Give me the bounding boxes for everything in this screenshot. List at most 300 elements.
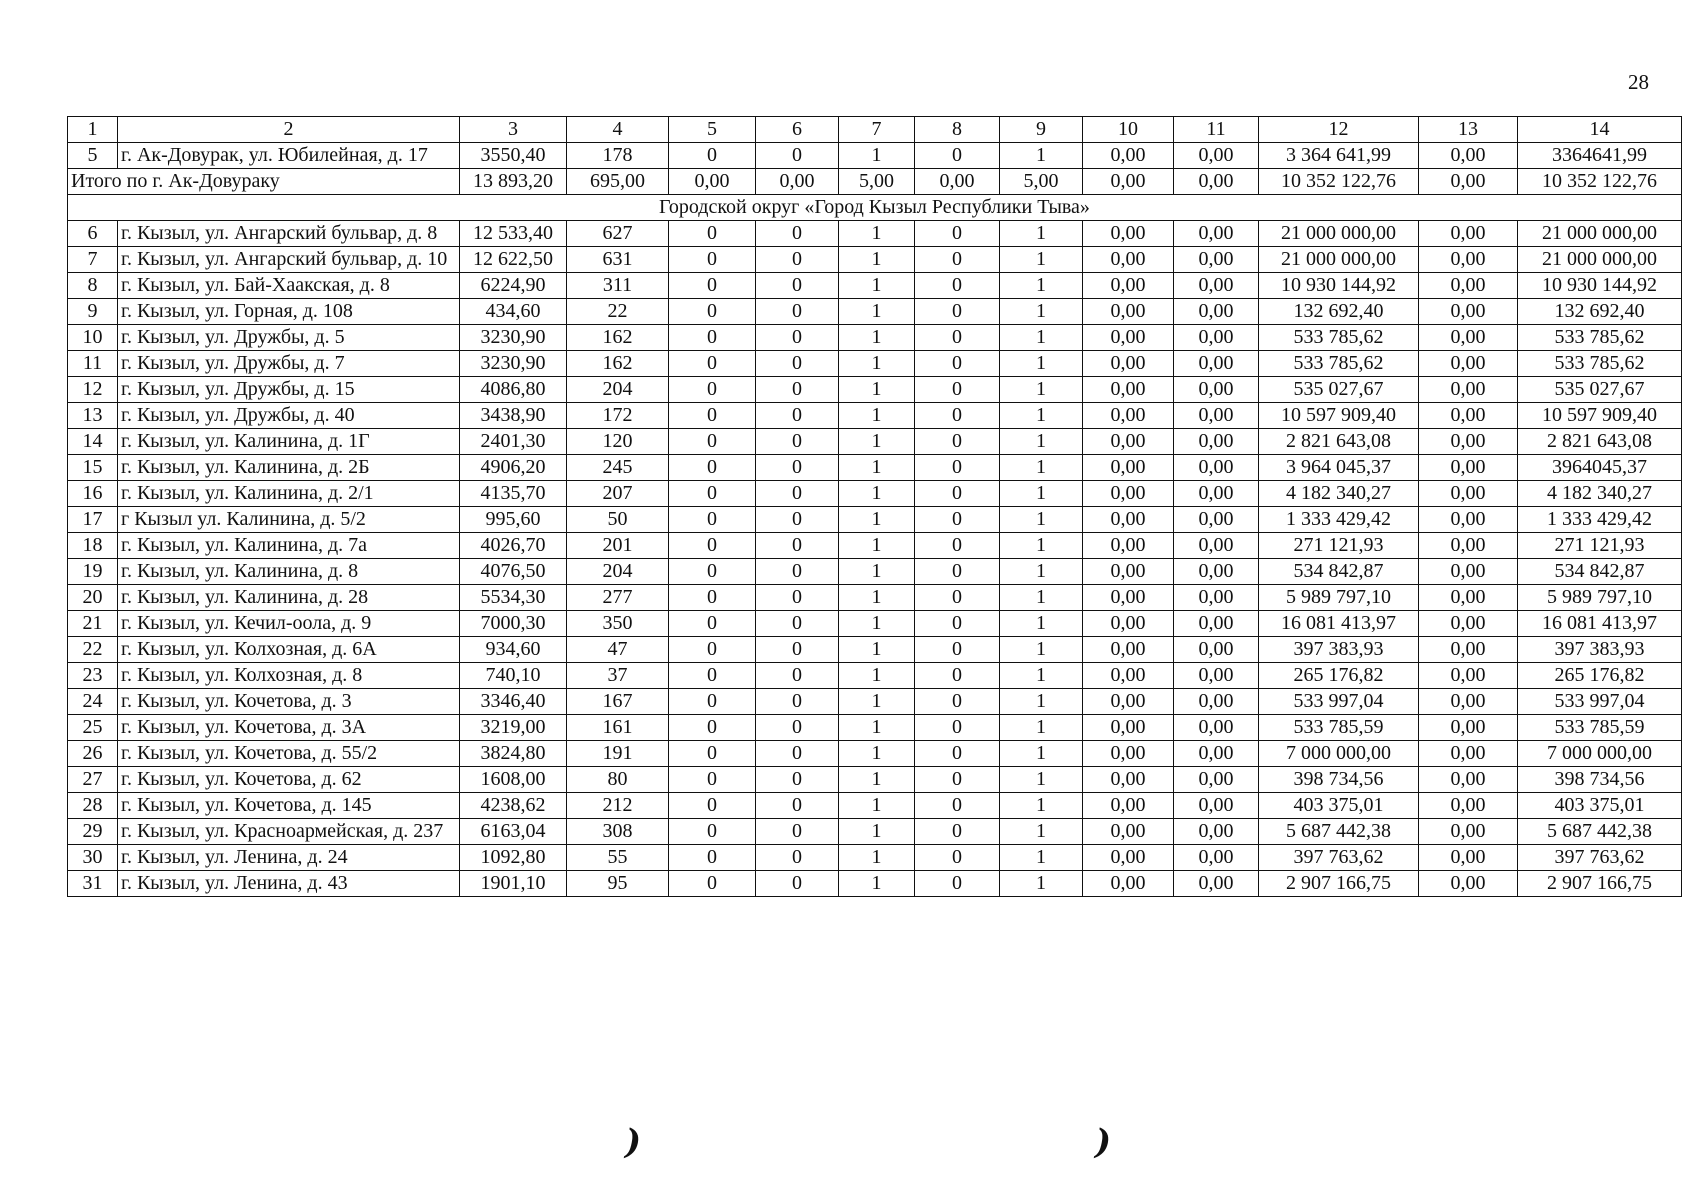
value-cell-c12: 132 692,40 [1259, 299, 1419, 325]
value-cell-c5: 0 [669, 663, 756, 689]
value-cell-c6: 0 [756, 871, 839, 897]
row-number: 8 [68, 273, 118, 299]
value-cell-c9: 1 [1000, 533, 1083, 559]
value-cell-c4: 201 [567, 533, 669, 559]
value-cell-c11: 0,00 [1174, 377, 1259, 403]
address-cell: г. Кызыл, ул. Горная, д. 108 [118, 299, 460, 325]
value-cell-c10: 0,00 [1083, 481, 1174, 507]
value-cell-c12: 533 785,62 [1259, 325, 1419, 351]
row-number: 13 [68, 403, 118, 429]
value-cell-c3: 3346,40 [460, 689, 567, 715]
value-cell-c12: 403 375,01 [1259, 793, 1419, 819]
value-cell-c5: 0 [669, 793, 756, 819]
value-cell-c10: 0,00 [1083, 403, 1174, 429]
address-cell: г. Кызыл, ул. Кочетова, д. 3 [118, 689, 460, 715]
value-cell-c5: 0 [669, 481, 756, 507]
table-row [68, 429, 1682, 455]
value-cell-c3: 740,10 [460, 663, 567, 689]
value-cell-c12: 10 597 909,40 [1259, 403, 1419, 429]
value-cell-c8: 0 [915, 143, 1000, 169]
value-cell-c3: 4238,62 [460, 793, 567, 819]
value-cell-c9: 1 [1000, 741, 1083, 767]
value-cell-c14: 265 176,82 [1518, 663, 1682, 689]
value-cell-c6: 0 [756, 715, 839, 741]
value-cell-c3: 4906,20 [460, 455, 567, 481]
value-cell-c12: 533 785,59 [1259, 715, 1419, 741]
column-number: 14 [1518, 117, 1682, 143]
row-number: 18 [68, 533, 118, 559]
value-cell-c6: 0 [756, 403, 839, 429]
value-cell-c9: 1 [1000, 793, 1083, 819]
column-number: 12 [1259, 117, 1419, 143]
table-row [68, 507, 1682, 533]
table-row [68, 637, 1682, 663]
column-number: 9 [1000, 117, 1083, 143]
value-cell-c6: 0 [756, 585, 839, 611]
value-cell-c5: 0 [669, 559, 756, 585]
address-cell: г. Кызыл, ул. Кочетова, д. 55/2 [118, 741, 460, 767]
value-cell-c10: 0,00 [1083, 351, 1174, 377]
value-cell-c7: 1 [839, 637, 915, 663]
value-cell-c7: 1 [839, 403, 915, 429]
value-cell-c4: 207 [567, 481, 669, 507]
value-cell-c11: 0,00 [1174, 715, 1259, 741]
value-cell-c9: 1 [1000, 299, 1083, 325]
value-cell-c6: 0 [756, 741, 839, 767]
value-cell-c6: 0 [756, 325, 839, 351]
total-value-c11: 0,00 [1174, 169, 1259, 195]
value-cell-c4: 167 [567, 689, 669, 715]
value-cell-c11: 0,00 [1174, 143, 1259, 169]
value-cell-c14: 4 182 340,27 [1518, 481, 1682, 507]
value-cell-c9: 1 [1000, 455, 1083, 481]
table-row [68, 533, 1682, 559]
value-cell-c8: 0 [915, 637, 1000, 663]
value-cell-c3: 934,60 [460, 637, 567, 663]
total-value-c7: 5,00 [839, 169, 915, 195]
value-cell-c13: 0,00 [1419, 533, 1518, 559]
table-row [68, 663, 1682, 689]
total-value-c10: 0,00 [1083, 169, 1174, 195]
value-cell-c14: 3964045,37 [1518, 455, 1682, 481]
value-cell-c3: 4076,50 [460, 559, 567, 585]
row-number: 15 [68, 455, 118, 481]
value-cell-c11: 0,00 [1174, 819, 1259, 845]
value-cell-c9: 1 [1000, 819, 1083, 845]
value-cell-c12: 5 989 797,10 [1259, 585, 1419, 611]
value-cell-c7: 1 [839, 715, 915, 741]
value-cell-c5: 0 [669, 429, 756, 455]
total-value-c6: 0,00 [756, 169, 839, 195]
value-cell-c10: 0,00 [1083, 429, 1174, 455]
value-cell-c8: 0 [915, 793, 1000, 819]
value-cell-c10: 0,00 [1083, 533, 1174, 559]
row-number: 5 [68, 143, 118, 169]
value-cell-c13: 0,00 [1419, 273, 1518, 299]
value-cell-c14: 403 375,01 [1518, 793, 1682, 819]
value-cell-c13: 0,00 [1419, 143, 1518, 169]
value-cell-c9: 1 [1000, 871, 1083, 897]
value-cell-c11: 0,00 [1174, 325, 1259, 351]
value-cell-c10: 0,00 [1083, 143, 1174, 169]
value-cell-c9: 1 [1000, 325, 1083, 351]
value-cell-c10: 0,00 [1083, 559, 1174, 585]
value-cell-c13: 0,00 [1419, 351, 1518, 377]
address-cell: г. Кызыл, ул. Кочетова, д. 62 [118, 767, 460, 793]
address-cell: г. Кызыл, ул. Кочетова, д. 145 [118, 793, 460, 819]
value-cell-c9: 1 [1000, 143, 1083, 169]
row-number: 9 [68, 299, 118, 325]
value-cell-c6: 0 [756, 845, 839, 871]
value-cell-c14: 10 930 144,92 [1518, 273, 1682, 299]
value-cell-c14: 2 907 166,75 [1518, 871, 1682, 897]
value-cell-c3: 4026,70 [460, 533, 567, 559]
value-cell-c7: 1 [839, 377, 915, 403]
value-cell-c10: 0,00 [1083, 715, 1174, 741]
value-cell-c9: 1 [1000, 377, 1083, 403]
row-number: 16 [68, 481, 118, 507]
value-cell-c12: 3 364 641,99 [1259, 143, 1419, 169]
value-cell-c12: 10 930 144,92 [1259, 273, 1419, 299]
value-cell-c7: 1 [839, 273, 915, 299]
value-cell-c14: 5 989 797,10 [1518, 585, 1682, 611]
value-cell-c13: 0,00 [1419, 247, 1518, 273]
value-cell-c5: 0 [669, 819, 756, 845]
value-cell-c8: 0 [915, 299, 1000, 325]
address-cell: г. Кызыл, ул. Калинина, д. 2Б [118, 455, 460, 481]
value-cell-c7: 1 [839, 455, 915, 481]
value-cell-c6: 0 [756, 559, 839, 585]
row-number: 28 [68, 793, 118, 819]
value-cell-c3: 5534,30 [460, 585, 567, 611]
value-cell-c4: 162 [567, 351, 669, 377]
value-cell-c11: 0,00 [1174, 455, 1259, 481]
row-number: 19 [68, 559, 118, 585]
table-row [68, 871, 1682, 897]
value-cell-c5: 0 [669, 611, 756, 637]
row-number: 20 [68, 585, 118, 611]
column-number: 8 [915, 117, 1000, 143]
value-cell-c7: 1 [839, 741, 915, 767]
value-cell-c14: 5 687 442,38 [1518, 819, 1682, 845]
value-cell-c6: 0 [756, 663, 839, 689]
table-row [68, 559, 1682, 585]
value-cell-c11: 0,00 [1174, 611, 1259, 637]
value-cell-c8: 0 [915, 351, 1000, 377]
row-number: 14 [68, 429, 118, 455]
total-value-c3: 13 893,20 [460, 169, 567, 195]
value-cell-c10: 0,00 [1083, 325, 1174, 351]
value-cell-c11: 0,00 [1174, 741, 1259, 767]
value-cell-c8: 0 [915, 325, 1000, 351]
value-cell-c9: 1 [1000, 585, 1083, 611]
value-cell-c6: 0 [756, 273, 839, 299]
value-cell-c13: 0,00 [1419, 299, 1518, 325]
value-cell-c6: 0 [756, 507, 839, 533]
value-cell-c5: 0 [669, 377, 756, 403]
value-cell-c9: 1 [1000, 845, 1083, 871]
value-cell-c5: 0 [669, 247, 756, 273]
value-cell-c12: 7 000 000,00 [1259, 741, 1419, 767]
total-row [68, 169, 1682, 195]
value-cell-c4: 204 [567, 377, 669, 403]
value-cell-c14: 533 785,62 [1518, 351, 1682, 377]
value-cell-c10: 0,00 [1083, 767, 1174, 793]
table-row [68, 741, 1682, 767]
value-cell-c13: 0,00 [1419, 559, 1518, 585]
value-cell-c6: 0 [756, 351, 839, 377]
value-cell-c3: 3550,40 [460, 143, 567, 169]
value-cell-c3: 3824,80 [460, 741, 567, 767]
table-row [68, 481, 1682, 507]
value-cell-c5: 0 [669, 221, 756, 247]
value-cell-c14: 7 000 000,00 [1518, 741, 1682, 767]
value-cell-c3: 3230,90 [460, 351, 567, 377]
address-cell: г. Кызыл, ул. Калинина, д. 2/1 [118, 481, 460, 507]
value-cell-c12: 16 081 413,97 [1259, 611, 1419, 637]
value-cell-c14: 2 821 643,08 [1518, 429, 1682, 455]
total-value-c4: 695,00 [567, 169, 669, 195]
value-cell-c11: 0,00 [1174, 689, 1259, 715]
value-cell-c10: 0,00 [1083, 871, 1174, 897]
value-cell-c3: 1608,00 [460, 767, 567, 793]
table-row [68, 611, 1682, 637]
table-row [68, 689, 1682, 715]
value-cell-c8: 0 [915, 403, 1000, 429]
value-cell-c3: 3230,90 [460, 325, 567, 351]
value-cell-c8: 0 [915, 247, 1000, 273]
column-number: 2 [118, 117, 460, 143]
row-number: 6 [68, 221, 118, 247]
value-cell-c11: 0,00 [1174, 247, 1259, 273]
value-cell-c4: 627 [567, 221, 669, 247]
value-cell-c9: 1 [1000, 767, 1083, 793]
column-number: 5 [669, 117, 756, 143]
value-cell-c12: 1 333 429,42 [1259, 507, 1419, 533]
address-cell: г. Ак-Довурак, ул. Юбилейная, д. 17 [118, 143, 460, 169]
value-cell-c14: 132 692,40 [1518, 299, 1682, 325]
value-cell-c14: 534 842,87 [1518, 559, 1682, 585]
value-cell-c6: 0 [756, 793, 839, 819]
value-cell-c14: 535 027,67 [1518, 377, 1682, 403]
table-body [68, 117, 1682, 897]
value-cell-c13: 0,00 [1419, 715, 1518, 741]
value-cell-c5: 0 [669, 273, 756, 299]
value-cell-c14: 271 121,93 [1518, 533, 1682, 559]
address-cell: г. Кызыл, ул. Калинина, д. 1Г [118, 429, 460, 455]
register-table [67, 116, 1682, 897]
value-cell-c9: 1 [1000, 429, 1083, 455]
value-cell-c3: 1901,10 [460, 871, 567, 897]
table-row [68, 299, 1682, 325]
value-cell-c10: 0,00 [1083, 221, 1174, 247]
value-cell-c5: 0 [669, 637, 756, 663]
value-cell-c14: 533 997,04 [1518, 689, 1682, 715]
value-cell-c3: 6224,90 [460, 273, 567, 299]
value-cell-c13: 0,00 [1419, 403, 1518, 429]
value-cell-c4: 172 [567, 403, 669, 429]
value-cell-c7: 1 [839, 793, 915, 819]
address-cell: г. Кызыл, ул. Колхозная, д. 8 [118, 663, 460, 689]
value-cell-c6: 0 [756, 143, 839, 169]
row-number: 10 [68, 325, 118, 351]
value-cell-c12: 271 121,93 [1259, 533, 1419, 559]
value-cell-c3: 3219,00 [460, 715, 567, 741]
value-cell-c10: 0,00 [1083, 819, 1174, 845]
address-cell: г. Кызыл, ул. Кечил-оола, д. 9 [118, 611, 460, 637]
value-cell-c11: 0,00 [1174, 637, 1259, 663]
value-cell-c6: 0 [756, 637, 839, 663]
value-cell-c12: 398 734,56 [1259, 767, 1419, 793]
row-number: 11 [68, 351, 118, 377]
value-cell-c8: 0 [915, 611, 1000, 637]
value-cell-c3: 1092,80 [460, 845, 567, 871]
value-cell-c11: 0,00 [1174, 767, 1259, 793]
value-cell-c13: 0,00 [1419, 845, 1518, 871]
value-cell-c7: 1 [839, 481, 915, 507]
value-cell-c5: 0 [669, 325, 756, 351]
value-cell-c11: 0,00 [1174, 845, 1259, 871]
value-cell-c12: 5 687 442,38 [1259, 819, 1419, 845]
value-cell-c6: 0 [756, 299, 839, 325]
value-cell-c7: 1 [839, 845, 915, 871]
address-cell: г. Кызыл, ул. Ленина, д. 43 [118, 871, 460, 897]
value-cell-c4: 178 [567, 143, 669, 169]
row-number: 27 [68, 767, 118, 793]
row-number: 12 [68, 377, 118, 403]
value-cell-c4: 37 [567, 663, 669, 689]
address-cell: г. Кызыл, ул. Колхозная, д. 6А [118, 637, 460, 663]
value-cell-c12: 3 964 045,37 [1259, 455, 1419, 481]
address-cell: г. Кызыл, ул. Ленина, д. 24 [118, 845, 460, 871]
value-cell-c13: 0,00 [1419, 767, 1518, 793]
value-cell-c4: 55 [567, 845, 669, 871]
value-cell-c5: 0 [669, 585, 756, 611]
address-cell: г Кызыл ул. Калинина, д. 5/2 [118, 507, 460, 533]
value-cell-c13: 0,00 [1419, 611, 1518, 637]
value-cell-c13: 0,00 [1419, 819, 1518, 845]
row-number: 24 [68, 689, 118, 715]
value-cell-c10: 0,00 [1083, 637, 1174, 663]
table-row [68, 845, 1682, 871]
value-cell-c10: 0,00 [1083, 299, 1174, 325]
value-cell-c3: 4135,70 [460, 481, 567, 507]
value-cell-c14: 1 333 429,42 [1518, 507, 1682, 533]
table-row [68, 377, 1682, 403]
value-cell-c7: 1 [839, 819, 915, 845]
value-cell-c14: 397 763,62 [1518, 845, 1682, 871]
value-cell-c11: 0,00 [1174, 559, 1259, 585]
address-cell: г. Кызыл, ул. Кочетова, д. 3А [118, 715, 460, 741]
value-cell-c7: 1 [839, 871, 915, 897]
value-cell-c10: 0,00 [1083, 455, 1174, 481]
value-cell-c5: 0 [669, 403, 756, 429]
value-cell-c7: 1 [839, 611, 915, 637]
value-cell-c14: 397 383,93 [1518, 637, 1682, 663]
value-cell-c11: 0,00 [1174, 403, 1259, 429]
value-cell-c8: 0 [915, 663, 1000, 689]
row-number: 22 [68, 637, 118, 663]
value-cell-c4: 308 [567, 819, 669, 845]
value-cell-c5: 0 [669, 299, 756, 325]
value-cell-c10: 0,00 [1083, 793, 1174, 819]
value-cell-c9: 1 [1000, 247, 1083, 273]
value-cell-c7: 1 [839, 299, 915, 325]
value-cell-c8: 0 [915, 845, 1000, 871]
value-cell-c6: 0 [756, 689, 839, 715]
row-number: 17 [68, 507, 118, 533]
value-cell-c6: 0 [756, 221, 839, 247]
table-row [68, 351, 1682, 377]
value-cell-c12: 4 182 340,27 [1259, 481, 1419, 507]
table-row [68, 767, 1682, 793]
value-cell-c9: 1 [1000, 689, 1083, 715]
value-cell-c14: 10 597 909,40 [1518, 403, 1682, 429]
section-row [68, 195, 1682, 221]
value-cell-c14: 16 081 413,97 [1518, 611, 1682, 637]
column-number: 3 [460, 117, 567, 143]
total-value-c12: 10 352 122,76 [1259, 169, 1419, 195]
value-cell-c7: 1 [839, 247, 915, 273]
value-cell-c5: 0 [669, 533, 756, 559]
value-cell-c11: 0,00 [1174, 507, 1259, 533]
value-cell-c6: 0 [756, 819, 839, 845]
value-cell-c14: 21 000 000,00 [1518, 247, 1682, 273]
table-row [68, 273, 1682, 299]
address-cell: г. Кызыл, ул. Дружбы, д. 40 [118, 403, 460, 429]
value-cell-c9: 1 [1000, 663, 1083, 689]
value-cell-c13: 0,00 [1419, 689, 1518, 715]
value-cell-c13: 0,00 [1419, 871, 1518, 897]
value-cell-c14: 533 785,59 [1518, 715, 1682, 741]
value-cell-c3: 3438,90 [460, 403, 567, 429]
value-cell-c7: 1 [839, 533, 915, 559]
value-cell-c11: 0,00 [1174, 429, 1259, 455]
value-cell-c4: 47 [567, 637, 669, 663]
table-row [68, 455, 1682, 481]
value-cell-c9: 1 [1000, 351, 1083, 377]
value-cell-c8: 0 [915, 507, 1000, 533]
value-cell-c12: 534 842,87 [1259, 559, 1419, 585]
page-number: 28 [1628, 70, 1649, 94]
value-cell-c3: 995,60 [460, 507, 567, 533]
total-label: Итого по г. Ак-Довураку [68, 169, 460, 195]
column-number: 1 [68, 117, 118, 143]
table-row [68, 585, 1682, 611]
table-row [68, 221, 1682, 247]
value-cell-c13: 0,00 [1419, 741, 1518, 767]
value-cell-c7: 1 [839, 663, 915, 689]
value-cell-c8: 0 [915, 429, 1000, 455]
value-cell-c10: 0,00 [1083, 273, 1174, 299]
value-cell-c10: 0,00 [1083, 247, 1174, 273]
value-cell-c7: 1 [839, 767, 915, 793]
address-cell: г. Кызыл, ул. Дружбы, д. 15 [118, 377, 460, 403]
row-number: 31 [68, 871, 118, 897]
value-cell-c10: 0,00 [1083, 741, 1174, 767]
value-cell-c6: 0 [756, 533, 839, 559]
value-cell-c7: 1 [839, 689, 915, 715]
value-cell-c13: 0,00 [1419, 429, 1518, 455]
column-number: 6 [756, 117, 839, 143]
value-cell-c3: 2401,30 [460, 429, 567, 455]
column-number-row [68, 117, 1682, 143]
total-value-c13: 0,00 [1419, 169, 1518, 195]
value-cell-c8: 0 [915, 715, 1000, 741]
value-cell-c8: 0 [915, 585, 1000, 611]
value-cell-c8: 0 [915, 871, 1000, 897]
value-cell-c9: 1 [1000, 273, 1083, 299]
